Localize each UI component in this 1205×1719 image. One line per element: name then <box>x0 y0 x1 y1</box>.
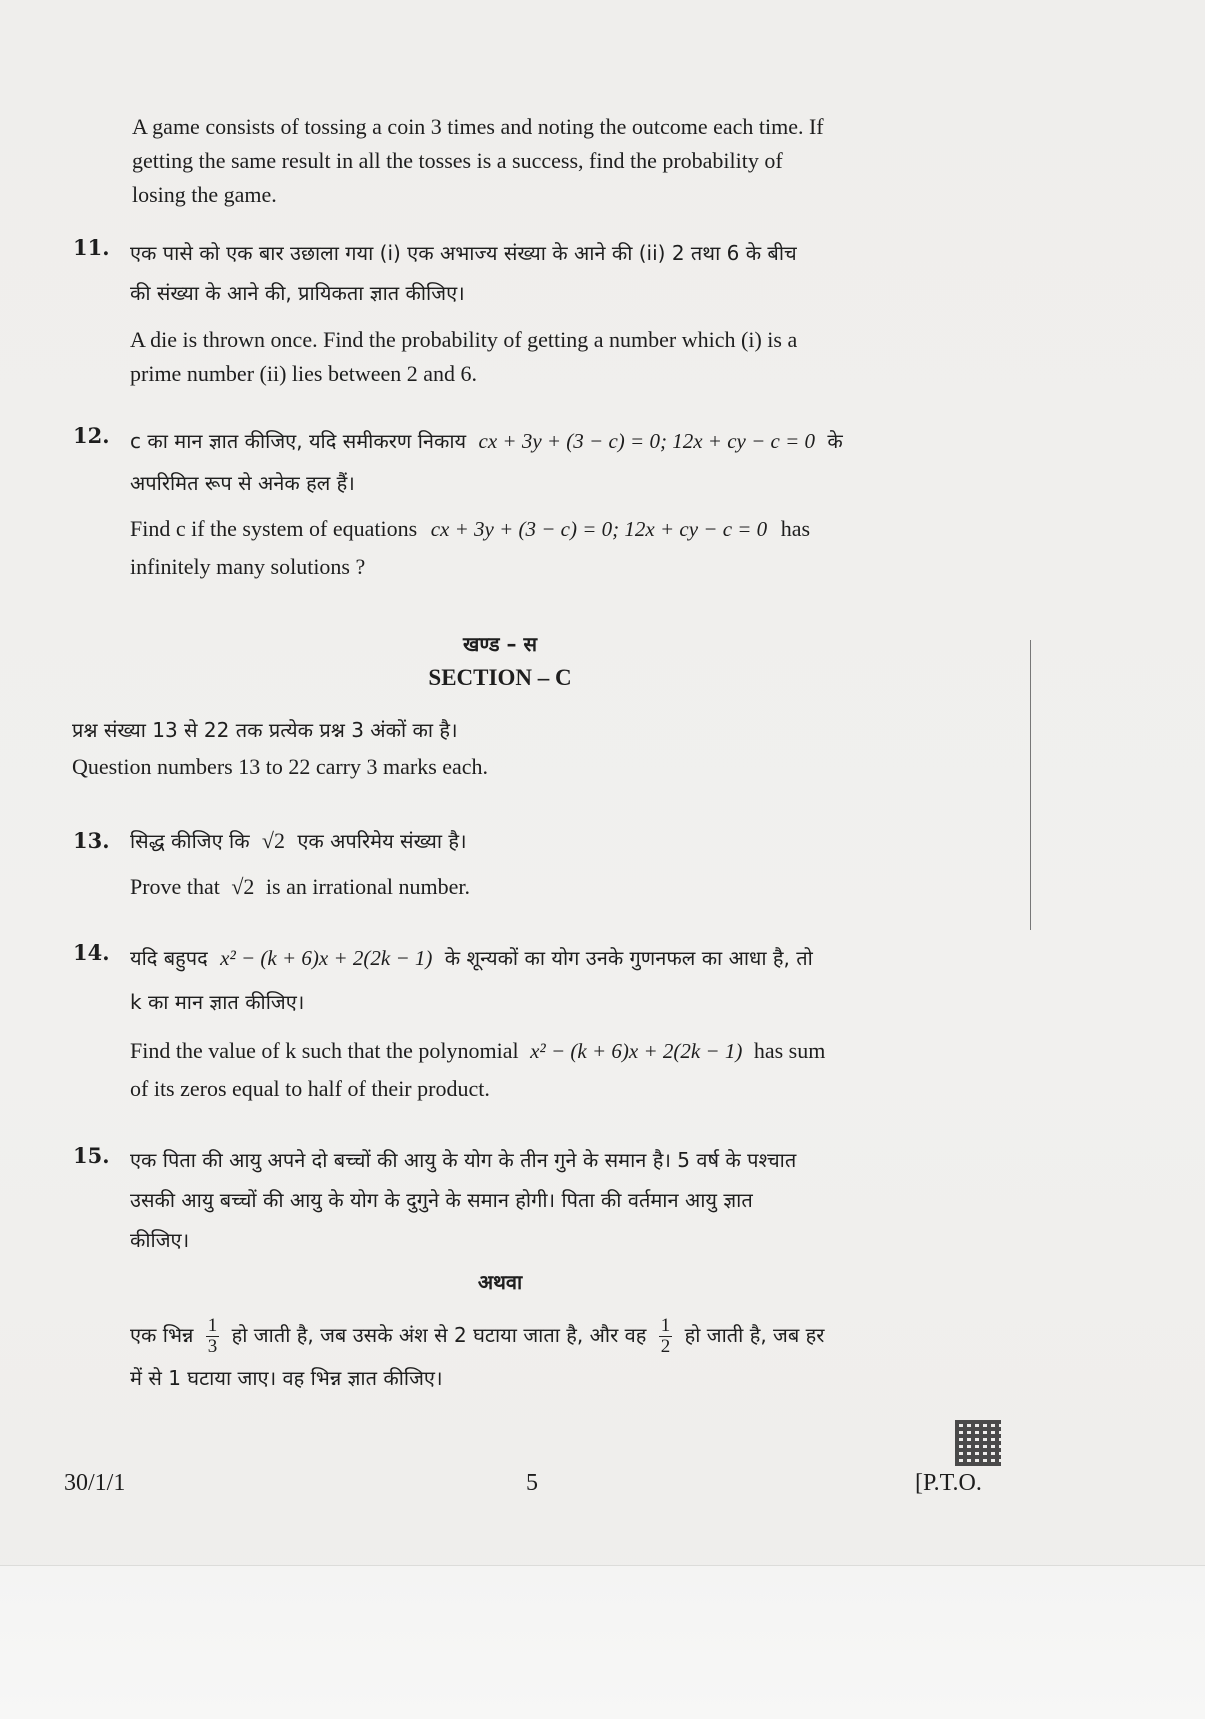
q10-english <box>132 110 932 212</box>
section-title: SECTION – C <box>428 665 572 690</box>
q14-hindi-line-1: यदि बहुपद x² − (k + 6)x + 2(2k − 1) के शून्यकों का योग उनके गुणनफल का आधा है, तो <box>130 946 813 970</box>
q11-english-line-1: A die is thrown once. Find the probability of getting a number which (i) is a <box>130 327 798 352</box>
q12-hindi <box>130 420 960 504</box>
q13-english: Prove that √2 is an irrational number. <box>130 874 470 899</box>
fraction-one-half: $\frac{1}{2}$ <box>660 1315 671 1357</box>
q12-hindi-line-2: अपरिमित रूप से अनेक हल हैं। <box>130 471 355 495</box>
q11-hindi-line-1: एक पासे को एक बार उछाला गया (i) एक अभाज्य संख्या के आने की (ii) 2 तथा 6 के बीच <box>130 241 797 265</box>
qr-code-icon <box>955 1420 1001 1466</box>
q15-hindi-line-2: उसकी आयु बच्चों की आयु के योग के दुगुने के समान होगी। पिता की वर्तमान आयु ज्ञात <box>130 1188 753 1212</box>
q14-english <box>130 1032 960 1108</box>
q15-alt-line-2: में से 1 घटाया जाए। वह भिन्न ज्ञात कीजिए। <box>130 1366 443 1390</box>
q15-hindi-line-3: कीजिए। <box>130 1228 190 1252</box>
pto-label: [P.T.O. <box>915 1470 982 1496</box>
q11-english-line-2: prime number (ii) lies between 2 and 6. <box>130 361 478 386</box>
q11-hindi <box>130 233 960 313</box>
q11-number: 11. <box>73 235 110 260</box>
q12-english-line-1: Find c if the system of equations cx + 3y + (3 − c) = 0; 12x + cy − c = 0 has <box>130 516 811 541</box>
q12-english <box>130 510 960 586</box>
margin-line <box>1030 640 1031 930</box>
page-number: 5 <box>526 1470 538 1496</box>
paper-code: 30/1/1 <box>64 1470 126 1496</box>
q12-english-line-2: infinitely many solutions ? <box>130 554 366 579</box>
q15-alternative <box>130 1310 990 1396</box>
q10-line-1: A game consists of tossing a coin 3 times and noting the outcome each time. If <box>132 114 824 139</box>
q13-root-english: √2 <box>231 874 255 899</box>
q14-polynomial: x² − (k + 6)x + 2(2k − 1) <box>220 946 433 970</box>
section-hindi-title: खण्ड – स <box>462 632 537 656</box>
q12-equations: cx + 3y + (3 − c) = 0; 12x + cy − c = 0 <box>478 429 815 453</box>
q14-polynomial-english: x² − (k + 6)x + 2(2k − 1) <box>530 1039 743 1063</box>
q14-hindi <box>130 936 960 1024</box>
section-note: Question numbers 13 to 22 carry 3 marks each. <box>72 754 489 779</box>
q11-hindi-line-2: की संख्या के आने की, प्रायिकता ज्ञात कीजिए। <box>130 281 465 305</box>
q10-line-3: losing the game. <box>132 182 277 207</box>
q14-number: 14. <box>73 940 110 965</box>
section-hindi-note: प्रश्न संख्या 13 से 22 तक प्रत्येक प्रश्न 3 अंकों का है। <box>72 718 458 742</box>
page-fold <box>0 1565 1205 1719</box>
q13-root: √2 <box>261 828 285 853</box>
q13-number: 13. <box>73 828 110 853</box>
q14-english-line-2: of its zeros equal to half of their product. <box>130 1076 490 1101</box>
q12-equations-english: cx + 3y + (3 − c) = 0; 12x + cy − c = 0 <box>430 517 768 541</box>
q13-hindi: सिद्ध कीजिए कि √2 एक अपरिमेय संख्या है। <box>130 828 467 853</box>
q15-hindi <box>130 1140 960 1260</box>
q15-hindi-line-1: एक पिता की आयु अपने दो बच्चों की आयु के योग के तीन गुने के समान है। 5 वर्ष के पश्चात <box>130 1148 797 1172</box>
q14-english-line-1: Find the value of k such that the polynomial x² − (k + 6)x + 2(2k − 1) has sum <box>130 1038 826 1063</box>
q10-line-2: getting the same result in all the tosses is a success, find the probability of <box>132 148 783 173</box>
q14-hindi-line-2: k का मान ज्ञात कीजिए। <box>130 990 305 1014</box>
q11-english <box>130 323 960 391</box>
fraction-one-third: $\frac{1}{3}$ <box>207 1315 218 1357</box>
q15-number: 15. <box>73 1143 110 1168</box>
q15-alt-line-1: एक भिन्न $\frac{1}{3}$ हो जाती है, जब उसके अंश से 2 घटाया जाता है, और वह $\frac{1}{2}$ हो जाती है, जब हर <box>130 1315 825 1357</box>
q12-hindi-line-1: c का मान ज्ञात कीजिए, यदि समीकरण निकाय cx + 3y + (3 − c) = 0; 12x + cy − c = 0 के <box>130 429 843 453</box>
or-hindi: अथवा <box>477 1270 523 1294</box>
q12-number: 12. <box>73 423 110 448</box>
